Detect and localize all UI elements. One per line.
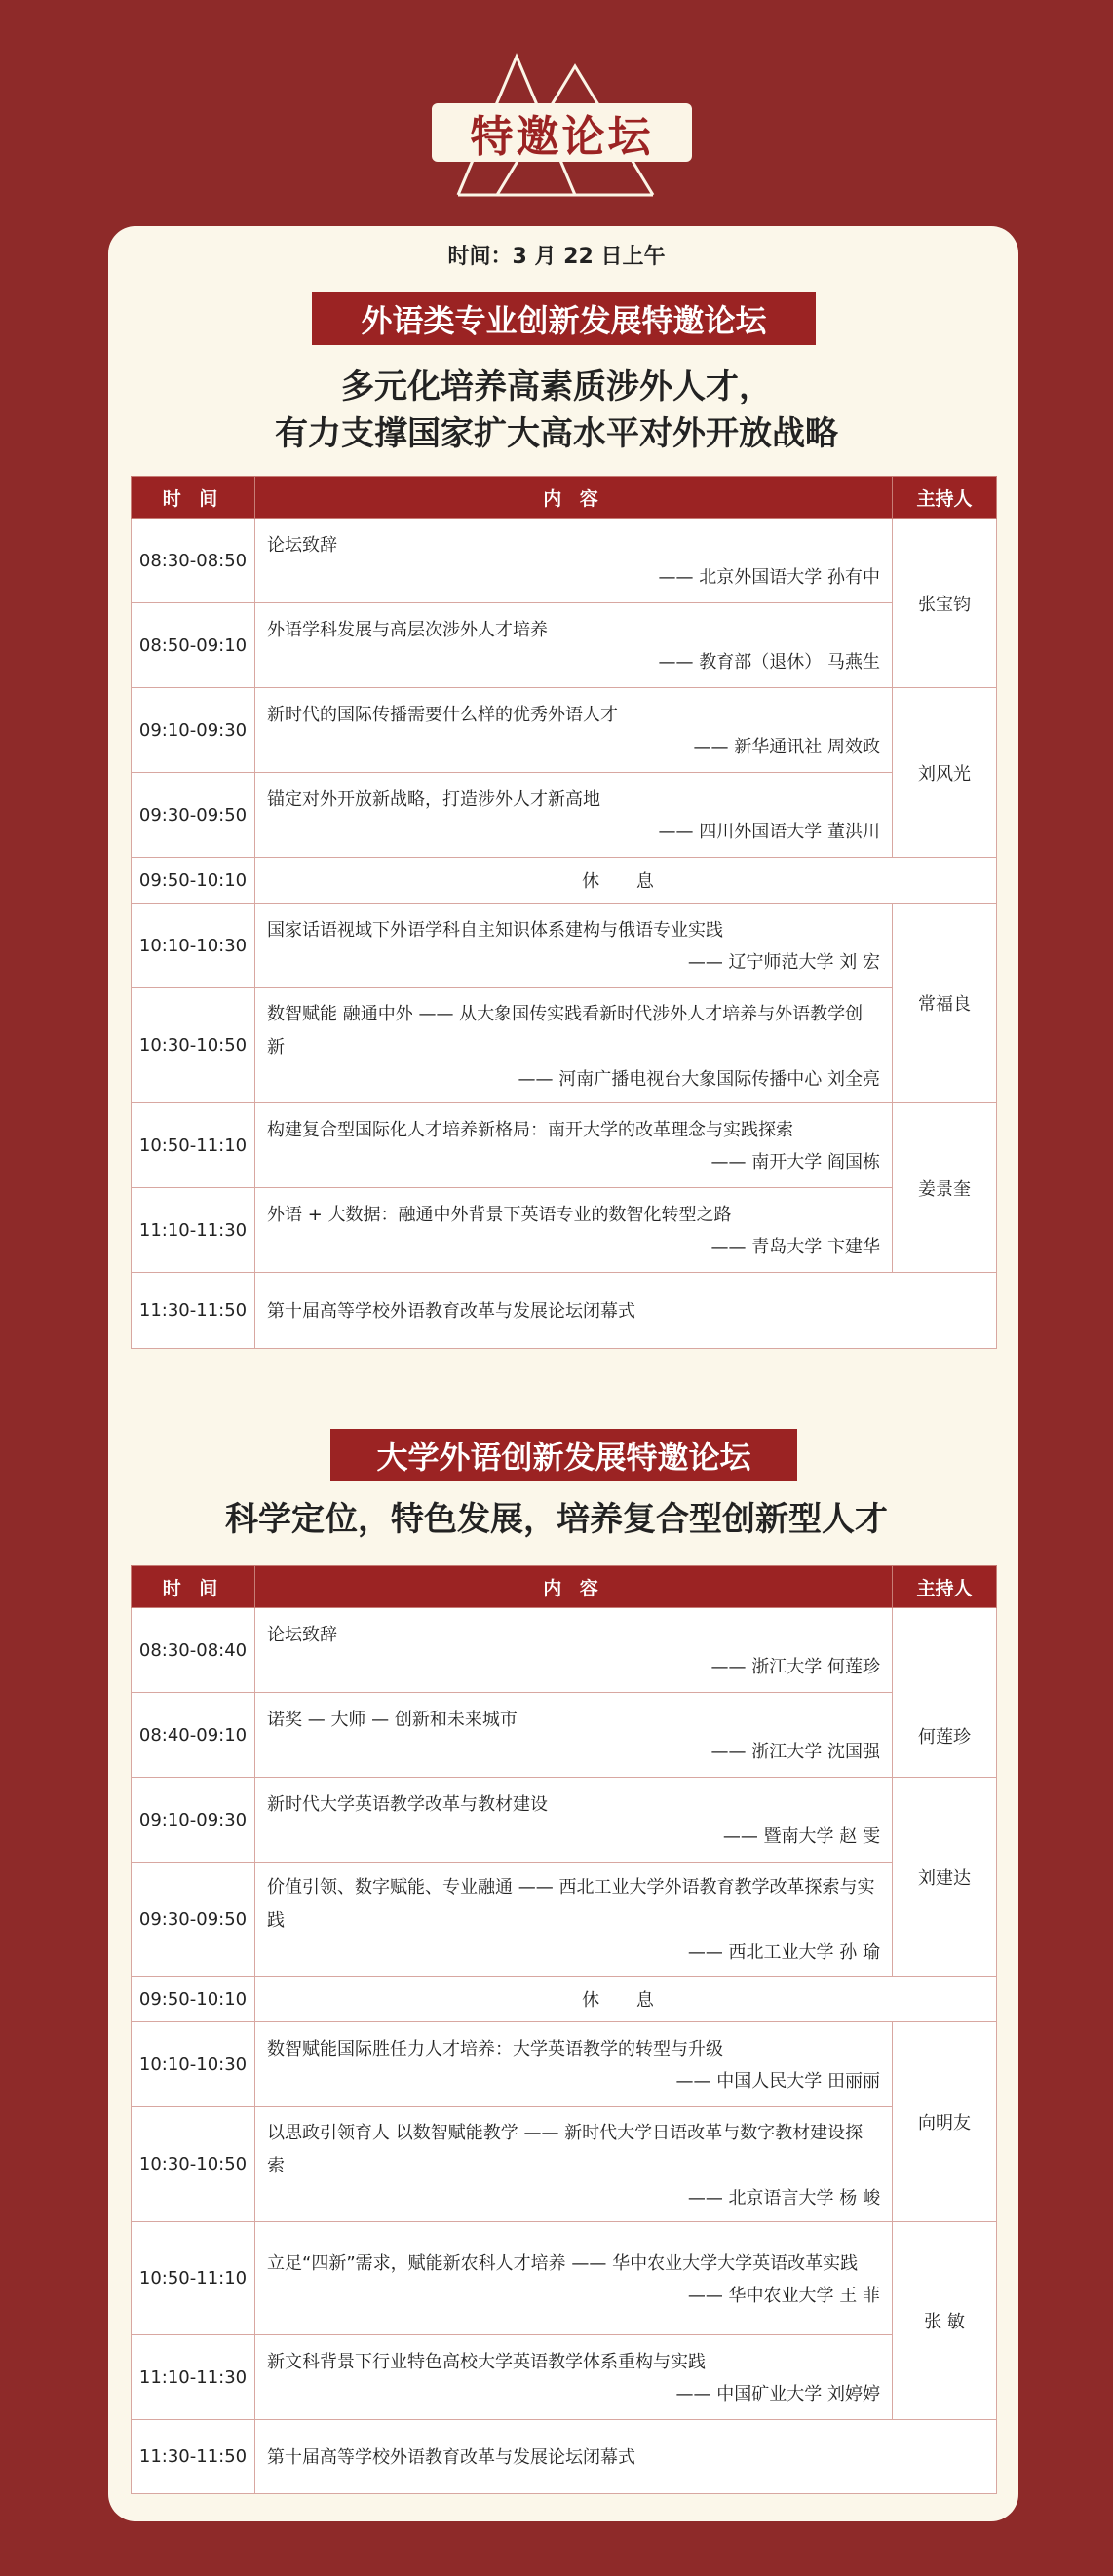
- talk-speaker: —— 西北工业大学 孙 瑜: [687, 1942, 880, 1963]
- host-cell: 刘风光: [893, 688, 997, 858]
- table-row: [132, 1863, 997, 1977]
- talk-speaker: —— 华中农业大学 王 菲: [687, 2285, 880, 2306]
- table-row-break: [132, 858, 997, 904]
- talk-speaker: —— 中国矿业大学 刘婷婷: [675, 2384, 880, 2404]
- table-row: [132, 1693, 997, 1778]
- talk-speaker: —— 北京语言大学 杨 峻: [687, 2187, 880, 2209]
- talk-title: 论坛致辞: [267, 1625, 337, 1645]
- row-time: 09:10-09:30: [132, 1778, 255, 1863]
- col-header-host: 主持人: [893, 477, 997, 519]
- row-content: [255, 1778, 893, 1863]
- row-content: [255, 2420, 997, 2494]
- row-content: [255, 688, 893, 773]
- talk-title: 构建复合型国际化人才培养新格局：南开大学的改革理念与实践探索: [267, 1120, 793, 1140]
- row-content: [255, 2022, 893, 2107]
- row-time: 10:30-10:50: [132, 988, 255, 1103]
- row-time: 11:10-11:30: [132, 2335, 255, 2420]
- table-row: [132, 2222, 997, 2335]
- col-header-time: 时 间: [132, 477, 255, 519]
- row-time: 11:10-11:30: [132, 1188, 255, 1273]
- row-content: [255, 1608, 893, 1693]
- talk-title: 论坛致辞: [267, 535, 337, 556]
- talk-speaker: —— 中国人民大学 田丽丽: [675, 2071, 880, 2092]
- talk-title: 新文科背景下行业特色高校大学英语教学体系重构与实践: [267, 2352, 706, 2372]
- talk-speaker: —— 辽宁师范大学 刘 宏: [687, 952, 880, 973]
- talk-title: 第十届高等学校外语教育改革与发展论坛闭幕式: [267, 2446, 635, 2468]
- host-cell: 刘建达: [893, 1778, 997, 1977]
- host-cell: 张宝钧: [893, 519, 997, 688]
- page-header: [0, 0, 1113, 224]
- talk-title: 外语学科发展与高层次涉外人才培养: [267, 620, 548, 640]
- talk-speaker: —— 浙江大学 何莲珍: [710, 1657, 880, 1677]
- row-content: [255, 1693, 893, 1778]
- forum1-name: 外语类专业创新发展特邀论坛: [312, 292, 816, 345]
- row-content: [255, 1188, 893, 1273]
- talk-speaker: —— 暨南大学 赵 雯: [722, 1826, 880, 1847]
- session-time: 时间：3 月 22 日上午: [447, 245, 666, 269]
- table-row: [132, 988, 997, 1103]
- row-time: 08:30-08:50: [132, 519, 255, 603]
- row-time: 09:30-09:50: [132, 1863, 255, 1977]
- talk-title: 锚定对外开放新战略，打造涉外人才新高地: [267, 789, 600, 810]
- row-content: [255, 2335, 893, 2420]
- talk-speaker: —— 浙江大学 沈国强: [710, 1742, 880, 1762]
- talk-speaker: —— 南开大学 阎国栋: [710, 1152, 880, 1173]
- talk-title: 外语 + 大数据：融通中外背景下英语专业的数智化转型之路: [267, 1205, 732, 1225]
- table-header-row: [132, 477, 997, 519]
- row-time: 10:30-10:50: [132, 2107, 255, 2222]
- forum2-schedule-table: [131, 1565, 997, 2494]
- talk-speaker: —— 四川外国语大学 董洪川: [658, 822, 880, 842]
- row-time: 10:10-10:30: [132, 904, 255, 988]
- row-content: [255, 2107, 893, 2222]
- talk-title: 国家话语视域下外语学科自主知识体系建构与俄语专业实践: [267, 920, 723, 941]
- forum2-slogan: 科学定位，特色发展，培养复合型创新型人才: [225, 1500, 888, 1539]
- row-content: [255, 603, 893, 688]
- talk-speaker: —— 河南广播电视台大象国际传播中心 刘全亮: [518, 1068, 880, 1090]
- talk-title: 以思政引领育人 以数智赋能教学 —— 新时代大学日语改革与数字教材建设探索: [267, 2122, 864, 2176]
- table-row: [132, 773, 997, 858]
- row-content: [255, 2222, 893, 2335]
- table-row: [132, 1103, 997, 1188]
- row-time: 08:40-09:10: [132, 1693, 255, 1778]
- talk-speaker: —— 北京外国语大学 孙有中: [658, 567, 880, 588]
- talk-title: 新时代的国际传播需要什么样的优秀外语人才: [267, 705, 618, 725]
- row-time: 10:50-11:10: [132, 1103, 255, 1188]
- table-row: [132, 519, 997, 603]
- talk-title: 新时代大学英语教学改革与教材建设: [267, 1794, 548, 1815]
- forum1-schedule-table: [131, 476, 997, 1349]
- table-row: [132, 2107, 997, 2222]
- talk-title: 第十届高等学校外语教育改革与发展论坛闭幕式: [267, 1300, 635, 1322]
- forum2-name: 大学外语创新发展特邀论坛: [330, 1429, 797, 1481]
- table-row: [132, 688, 997, 773]
- col-header-host: 主持人: [893, 1566, 997, 1608]
- row-time: 09:10-09:30: [132, 688, 255, 773]
- table-row: [132, 2335, 997, 2420]
- talk-speaker: —— 新华通讯社 周效政: [693, 737, 880, 757]
- col-header-content: 内 容: [255, 477, 893, 519]
- row-time: 11:30-11:50: [132, 1273, 255, 1349]
- col-header-time: 时 间: [132, 1566, 255, 1608]
- forum1-slogan-line2: 有力支撑国家扩大高水平对外开放战略: [275, 414, 838, 453]
- table-row: [132, 1778, 997, 1863]
- talk-title: 立足“四新”需求，赋能新农科人才培养 —— 华中农业大学大学英语改革实践: [267, 2252, 859, 2274]
- talk-title: 数智赋能国际胜任力人才培养：大学英语教学的转型与升级: [267, 2039, 723, 2059]
- row-time: 08:30-08:40: [132, 1608, 255, 1693]
- table-row: [132, 1273, 997, 1349]
- table-row: [132, 603, 997, 688]
- page-title: 特邀论坛: [432, 103, 692, 162]
- row-content: [255, 1863, 893, 1977]
- host-cell: 向明友: [893, 2022, 997, 2222]
- forum1-slogan-line1: 多元化培养高素质涉外人才，: [341, 367, 772, 406]
- row-content: [255, 904, 893, 988]
- break-label: 休 息: [255, 1977, 997, 2022]
- row-time: 09:50-10:10: [132, 1977, 255, 2022]
- row-content: [255, 1273, 997, 1349]
- table-row-break: [132, 1977, 997, 2022]
- row-time: 10:10-10:30: [132, 2022, 255, 2107]
- host-cell: 张 敏: [893, 2222, 997, 2420]
- talk-title: 诺奖 — 大师 — 创新和未来城市: [267, 1710, 518, 1730]
- talk-title: 数智赋能 融通中外 —— 从大象国传实践看新时代涉外人才培养与外语教学创新: [267, 1003, 864, 1057]
- talk-speaker: —— 教育部（退休） 马燕生: [658, 652, 880, 673]
- row-content: [255, 1103, 893, 1188]
- break-label: 休 息: [255, 858, 997, 904]
- talk-speaker: —— 青岛大学 卞建华: [710, 1237, 880, 1257]
- row-content: [255, 988, 893, 1103]
- row-time: 09:50-10:10: [132, 858, 255, 904]
- row-time: 09:30-09:50: [132, 773, 255, 858]
- host-cell: 何莲珍: [893, 1608, 997, 1778]
- row-time: 11:30-11:50: [132, 2420, 255, 2494]
- row-time: 10:50-11:10: [132, 2222, 255, 2335]
- talk-title: 价值引领、数字赋能、专业融通 —— 西北工业大学外语教育教学改革探索与实践: [267, 1877, 875, 1931]
- table-row: [132, 1188, 997, 1273]
- table-header-row: [132, 1566, 997, 1608]
- row-content: [255, 773, 893, 858]
- host-cell: 姜景奎: [893, 1103, 997, 1273]
- row-content: [255, 519, 893, 603]
- table-row: [132, 904, 997, 988]
- col-header-content: 内 容: [255, 1566, 893, 1608]
- table-row: [132, 2420, 997, 2494]
- row-time: 08:50-09:10: [132, 603, 255, 688]
- table-row: [132, 2022, 997, 2107]
- host-cell: 常福良: [893, 904, 997, 1103]
- table-row: [132, 1608, 997, 1693]
